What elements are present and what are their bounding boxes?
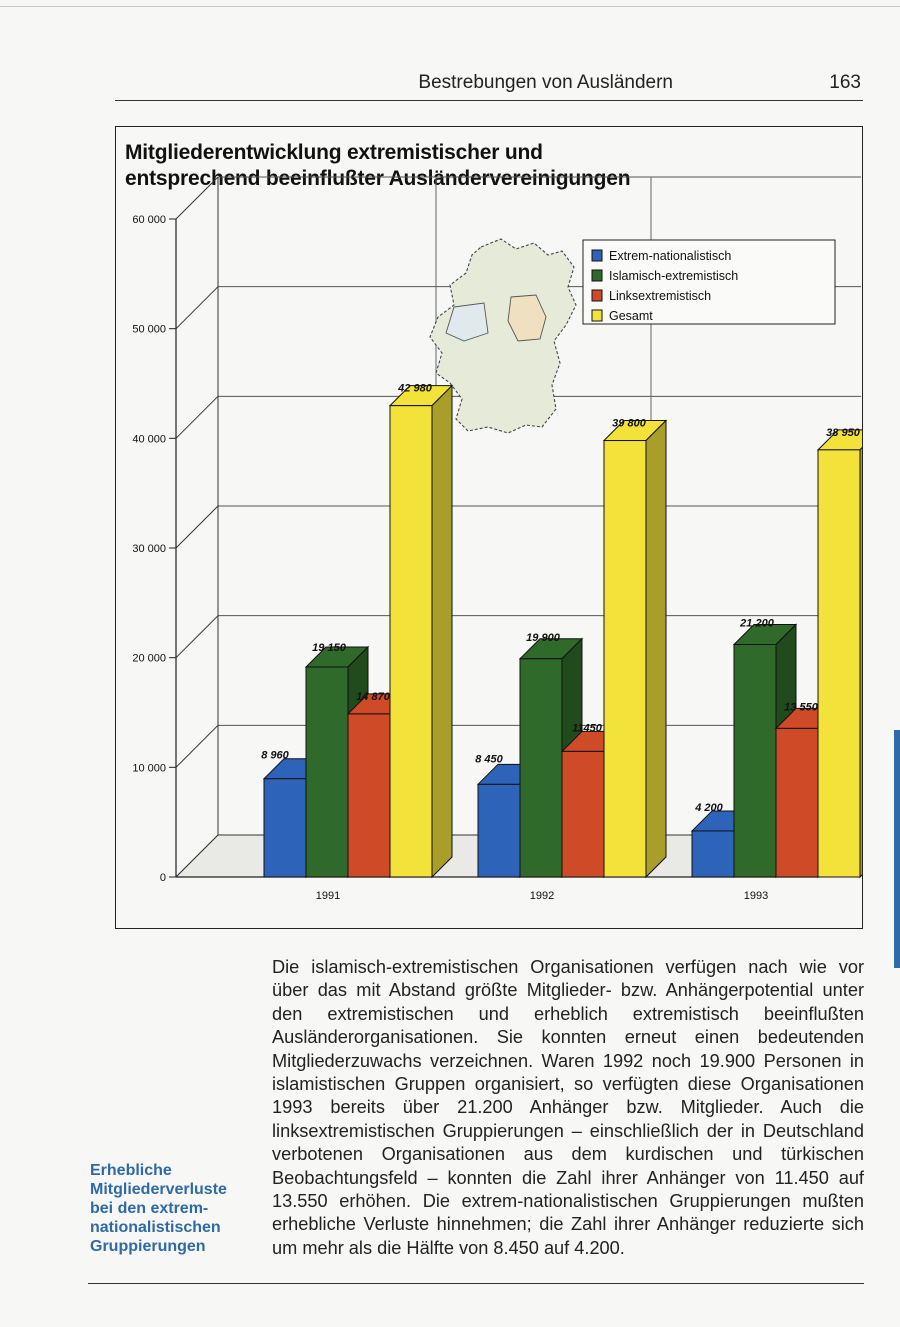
data-label: 14 870	[356, 690, 390, 703]
margin-note	[90, 1161, 255, 1256]
body-paragraph: Die islamisch-extremistischen Organisationen verfügen nach wie vor über das mit Abstand größte Mitglieder- bzw. Anhängerpotential unter den extremistischen und erheblich extremistisch beeinflußten Ausländerorganisationen. Sie konnten erneut einen bedeutenden Mitgliederzuwachs verzeichnen. Waren 1992 noch 19.900 Personen in islamistischen Gruppen organisiert, so verfügten diese Organisationen 1993 bereits über 21.200 Anhänger bzw. Mitglieder. Auch die linksextremistischen Gruppierungen – einschließlich der in Deutschland verbotenen Organisationen aus dem kurdischen und türkischen Beobachtungsfeld – konnten die Zahl ihrer Anhänger von 11.450 auf 13.550 erhöhen. Die extrem-nationalistischen Gruppierungen mußten erhebliche Verluste hinnehmen; die Zahl ihrer Anhänger reduzierte sich um mehr als die Hälfte von 8.450 auf 4.200.	[272, 957, 864, 1258]
data-label: 4 200	[695, 801, 723, 814]
data-label: 19 900	[526, 631, 560, 644]
legend-entry: Extrem-nationalistisch	[609, 249, 732, 263]
bar-islamisch-extremistisch-1993	[734, 645, 776, 877]
bar-gesamt-1992	[604, 441, 646, 877]
depth-gridline	[176, 616, 218, 658]
margin-note-line: Erhebliche	[90, 1162, 172, 1179]
figure-title-line-2: entsprechend beeinflußter Ausländervereinigungen	[125, 167, 631, 190]
data-label: 38 950	[826, 426, 860, 439]
depth-gridline	[176, 287, 218, 329]
bar-extrem-nationalistisch-1992	[478, 784, 520, 877]
legend-swatch	[592, 290, 602, 301]
legend-swatch	[592, 250, 602, 261]
data-label: 21 200	[740, 617, 774, 630]
y-tick-label: 40 000	[132, 433, 166, 446]
running-title: Bestrebungen von Ausländern	[418, 72, 673, 93]
y-tick-label: 30 000	[132, 543, 166, 555]
page-top-line	[0, 6, 900, 7]
x-tick-label: 1991	[315, 890, 341, 902]
margin-note-line: Mitgliederverluste	[90, 1181, 227, 1198]
data-label: 42 980	[398, 382, 432, 395]
margin-note-line: nationalistischen	[90, 1219, 221, 1236]
y-tick-label: 0	[159, 872, 166, 884]
running-head	[115, 70, 863, 101]
bar-islamisch-extremistisch-1991	[306, 667, 348, 877]
x-tick-label: 1992	[529, 890, 555, 902]
data-label: 13 550	[784, 701, 818, 714]
bar-gesamt-1993	[818, 450, 860, 877]
bar-extrem-nationalistisch-1991	[264, 779, 306, 877]
legend	[583, 240, 835, 324]
data-label: 19 150	[312, 641, 346, 654]
legend-swatch	[592, 270, 602, 281]
margin-note-line: bei den extrem-	[90, 1200, 209, 1217]
bar-chart	[116, 127, 862, 928]
legend-entry: Gesamt	[609, 309, 653, 323]
bar-islamisch-extremistisch-1992	[520, 659, 562, 877]
data-label: 11450	[572, 722, 602, 735]
thumb-index-tab	[894, 730, 900, 968]
legend-entry: Islamisch-extremistisch	[609, 269, 739, 283]
margin-note-line: Gruppierungen	[90, 1238, 206, 1255]
x-tick-label: 1993	[743, 890, 769, 902]
y-tick-label: 60 000	[132, 214, 166, 226]
legend-entry: Linksextremistisch	[609, 289, 712, 303]
depth-gridline	[176, 396, 218, 438]
y-tick-label: 20 000	[132, 652, 166, 665]
data-label: 39 800	[612, 417, 646, 430]
figure-box	[115, 126, 863, 929]
depth-gridline	[176, 177, 218, 219]
bottom-rule	[88, 1283, 864, 1284]
depth-gridline	[176, 506, 218, 548]
bar-side	[646, 421, 666, 877]
bar-linksextremistisch-1991	[348, 714, 390, 877]
bar-side	[432, 386, 452, 877]
depth-gridline	[176, 725, 218, 767]
legend-swatch	[592, 310, 602, 321]
bar-linksextremistisch-1992	[562, 751, 604, 877]
bar-extrem-nationalistisch-1993	[692, 831, 734, 877]
bar-layer	[264, 386, 862, 877]
bar-gesamt-1991	[390, 406, 432, 877]
bar-linksextremistisch-1993	[776, 728, 818, 877]
y-tick-label: 50 000	[132, 323, 166, 336]
data-label: 8 960	[261, 749, 289, 762]
figure-title-line-1: Mitgliederentwicklung extremistischer und	[125, 141, 543, 164]
y-tick-label: 10 000	[132, 762, 166, 775]
data-label: 8 450	[475, 753, 503, 766]
page-number: 163	[829, 72, 861, 93]
